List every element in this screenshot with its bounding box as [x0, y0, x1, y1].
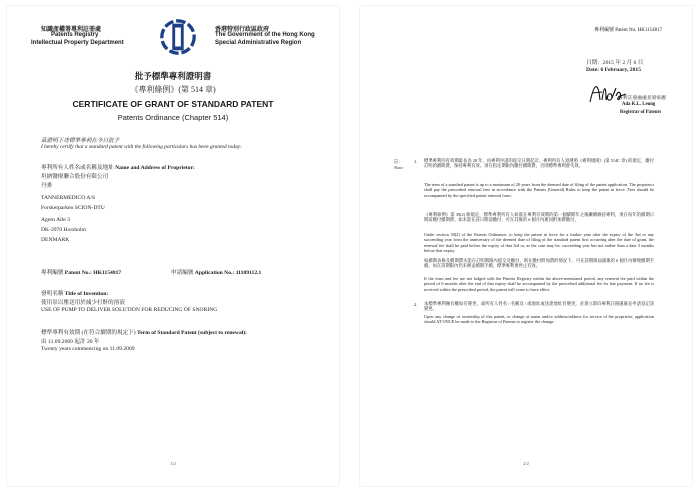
application-number-row: [171, 268, 261, 276]
invention-title-zh: 使用泵以塵送用於減少打鼾的溶液: [41, 300, 125, 306]
proprietor-address-line: Agern Alle 3: [41, 217, 70, 223]
note-1-en: The term of a standard patent is up to a maximum of 20 years from the deemed date of filing of the patent application. The proprietor shall pay the prescribed renewal fees in accordance with the Patents (General) Rules to keep the patent in force. Fees should be accompanied by the specified patent renewal form.: [424, 182, 654, 198]
term-zh: 由 11.09.2009 起計 20 年: [41, 339, 100, 345]
ordinance-en: Patents Ordinance (Chapter 514): [117, 113, 229, 122]
proprietor-address-line: DK-2970 Horsholm: [41, 227, 86, 233]
term-label-zh: 標準專利有效期 (在符合續期的規定下): [41, 330, 136, 336]
registry-name-en: Patents Registry: [51, 32, 99, 38]
invention-label-en: Title of Invention:: [64, 291, 109, 297]
department-name-en: Intellectual Property Department: [31, 40, 124, 46]
proprietor-address-line: DENMARK: [41, 237, 70, 243]
note-1-en-b: Under section 39(2) of the Patents Ordinance, to keep the patent in force for a further year after the expiry of the 3rd or any succeeding year from the anniversary of the deemed date of filing of the standard patent first occurring after the date of grant, the renewal fee shall be paid before the expiry of that 3rd or, as the case may be, succeeding year but not earlier than a date 3 months before that expiry.: [424, 232, 654, 254]
note-label-en: Note:: [394, 165, 404, 170]
invention-title-en: USE OF PUMP TO DELIVER SOLUTION FOR REDUCING OF SNORING: [41, 307, 218, 313]
note-1-number: 1.: [414, 159, 418, 164]
government-name-en-1: The Government of the Hong Kong: [215, 32, 315, 38]
patent-number-label-zh: 專利編號: [41, 270, 64, 276]
note-2-zh: 本標準專利擁有權如有變更，或所有人姓名 / 名稱及 / 或地址或送達地址有變更，必須立即向專利註冊處處長申請登記該變更。: [424, 301, 654, 312]
page-number: 2/2: [523, 461, 529, 466]
patent-number-row: [41, 268, 121, 276]
certificate-title-en: CERTIFICATE OF GRANT OF STANDARD PATENT: [72, 99, 274, 109]
certify-statement-zh: 茲證明下述標準專利在今日批予: [41, 138, 120, 144]
note-1-zh-b: 《專利條例》第 39(2) 條規定，標準專利所有人如欲在專利有效期的第一個續期年之後繼續維持專利，須在每年的續期日期前繳付續期費。如未能在該日期前繳付，可在其後的 6 個月內連同附加費繳付。: [424, 212, 654, 223]
page-number: 1/2: [170, 461, 176, 466]
note-1-zh-c: 如續期表格及續期費未能在訂明期限內提交及繳付，則在繳付附加費的情況下，可在該期限屆滿後的 6 個月內辦理續期手續，如在該期限內仍未辦妥續期手續，標準專利會停止有效。: [424, 258, 654, 269]
date-en: Date: 6 February, 2015: [586, 67, 641, 73]
proprietor-label: [41, 163, 195, 171]
certify-statement-en: I hereby certify that a standard patent with the following particulars has been granted today:: [41, 144, 242, 150]
term-label-en: Term of Standard Patent (subject to renewal):: [137, 330, 248, 336]
registrar-name-en: Ada K.L. Leung: [622, 102, 656, 107]
invention-label: [41, 289, 108, 297]
ordinance-zh: 《專利條例》(第 514 章): [130, 85, 216, 94]
proprietor-address-line: Forskerparken SCION-DTU: [41, 205, 105, 211]
application-number-label-zh: 申請編號: [171, 270, 194, 276]
date-zh: 日期：2015 年 2 月 6 日: [586, 60, 644, 66]
note-1-en-c: If the form and fee are not lodged with the Patents Registry within the above-mentioned period, any renewal fee paid within the period of 6 months after the end of that expiry shall be accompanied by the prescribed additional fee for late payment. If no fee is received within the prescribed period, the patent will cease to have effect.: [424, 276, 654, 292]
government-name-zh: 香港特別行政區政府: [215, 27, 270, 33]
certificate-page-2: [360, 6, 692, 486]
note-2-number: 2.: [414, 302, 418, 307]
application-number-label-en: Application No.:: [194, 270, 235, 276]
term-label: [41, 328, 247, 336]
patent-number: HK1154817: [93, 270, 122, 276]
government-name-en-2: Special Administrative Region: [215, 40, 302, 46]
proprietor-label-zh: 專利所有人姓名或名稱及地址: [41, 165, 114, 171]
term-en: Twenty years commencing on 11.09.2009: [41, 346, 135, 352]
certificate-title-zh: 批予標準專利證明書: [134, 71, 212, 81]
proprietor-address-line: TANNERMEDICO A/S: [41, 195, 96, 201]
top-patent-number: 專利編號 Patent No. HK1154817: [594, 28, 663, 33]
note-label-zh: 註：: [394, 159, 403, 164]
application-number: 11109112.1: [235, 270, 262, 276]
proprietor-label-en: Name and Address of Proprietor:: [115, 165, 195, 171]
registrar-title: Registrar of Patents: [620, 110, 661, 115]
certificate-page-1: [7, 6, 339, 486]
proprietor-country-zh: 丹麥: [41, 183, 53, 189]
ipd-logo-icon: [159, 18, 197, 56]
invention-label-zh: 發明名稱: [41, 291, 64, 297]
note-2-en: Upon any change of ownership of this patent, or change of name and/or address/address for service of the proprietor, application should AT ONCE be made to the Registrar of Patents to register the change.: [424, 314, 654, 325]
note-1-zh: 標準專利的有效期最長為 20 年，由專利申請的提交日期起計。專利所有人須遵照《專利規則》(第 514C 章) 的規定，繳付訂明的續期費，保持專利有效。須在指定期限內繳付續期費，否則標準專利會失效。: [424, 158, 654, 169]
patent-number-label-en: Patent No.:: [64, 270, 92, 276]
registrar-name-zh: 專利註冊處處長梁家麗: [618, 96, 666, 101]
proprietor-name-zh: 坦納醫療聯合股份有限公司: [41, 174, 109, 180]
registry-name-zh: 知識產權署專利註冊處: [41, 27, 102, 33]
